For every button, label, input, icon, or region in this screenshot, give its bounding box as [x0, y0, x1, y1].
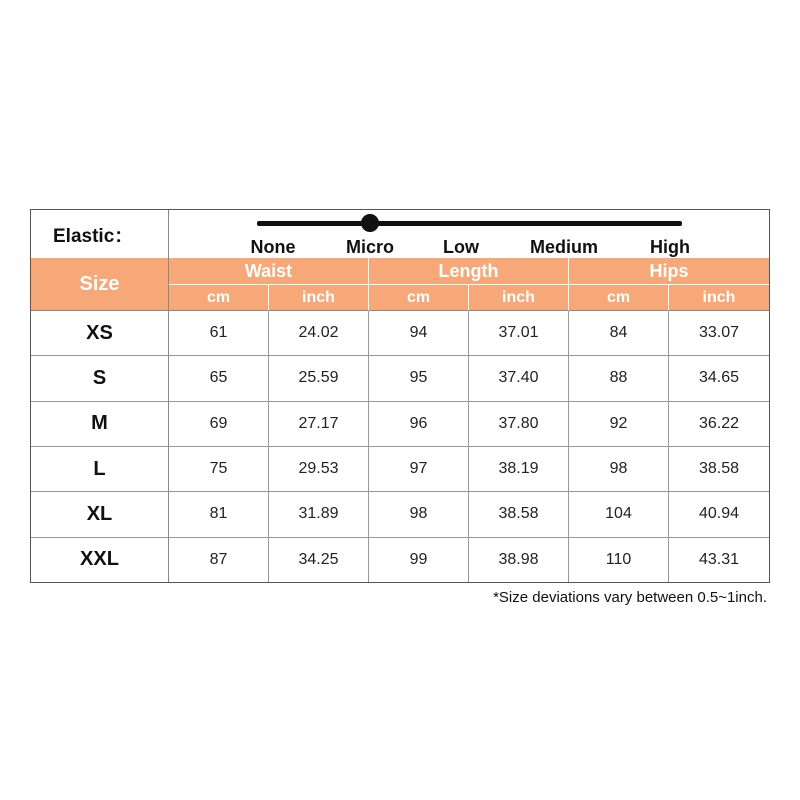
table-cell: 99: [369, 538, 469, 582]
table-cell: 43.31: [698, 550, 740, 568]
table-cell: 84: [569, 311, 669, 356]
size-label: S: [31, 356, 169, 401]
size-label: XXL: [31, 538, 169, 582]
table-cell: 98: [569, 447, 669, 492]
hips-cm-header: cm: [569, 285, 669, 311]
table-cell: 88: [569, 356, 669, 401]
length-inch-header: inch: [469, 285, 569, 311]
elastic-indicator-knob: [361, 214, 379, 232]
table-cell: 98: [369, 492, 469, 537]
length-header: Length: [369, 258, 569, 285]
table-cell: 33.07: [669, 311, 769, 356]
table-cell: 94: [369, 311, 469, 356]
table-cell: 37.40: [469, 356, 569, 401]
size-label: M: [31, 402, 169, 447]
table-cell: 40.94: [669, 492, 769, 537]
size-chart: [30, 209, 770, 583]
size-label: L: [31, 447, 169, 492]
elastic-level-none: None: [250, 237, 296, 257]
table-cell: 34.65: [669, 356, 769, 401]
table-cell: 37.80: [469, 402, 569, 447]
table-cell: 37.01: [469, 311, 569, 356]
table-cell: 29.53: [269, 447, 369, 492]
table-cell: 65: [169, 356, 269, 401]
size-label: XL: [31, 492, 169, 537]
waist-inch-header: inch: [269, 285, 369, 311]
elastic-scale-line: [257, 221, 682, 226]
length-cm-header: cm: [369, 285, 469, 311]
table-cell: 69: [169, 402, 269, 447]
table-cell: 95: [369, 356, 469, 401]
elastic-level-medium: Medium: [529, 237, 599, 257]
table-cell: 96: [369, 402, 469, 447]
table-cell: 38.98: [469, 538, 569, 582]
table-cell: 38.58: [469, 492, 569, 537]
table-cell: 75: [169, 447, 269, 492]
hips-inch-header: inch: [669, 285, 769, 311]
table-cell: 31.89: [269, 492, 369, 537]
elastic-level-high: High: [650, 237, 690, 257]
table-cell: 87: [169, 538, 269, 582]
table-cell: 27.17: [269, 402, 369, 447]
table-cell: 25.59: [269, 356, 369, 401]
hips-header: Hips: [569, 258, 769, 285]
table-cell: 36.22: [669, 402, 769, 447]
size-label: XS: [31, 311, 169, 356]
elastic-level-low: Low: [443, 237, 479, 257]
elastic-row: [31, 210, 769, 259]
table-cell: 34.25: [269, 538, 369, 582]
table-cell: 92: [569, 402, 669, 447]
table-cell: 104: [569, 492, 669, 537]
table-cell: 97: [369, 447, 469, 492]
elastic-level-micro: Micro: [345, 237, 395, 257]
table-cell: 24.02: [269, 311, 369, 356]
size-header: Size: [31, 258, 169, 311]
table-cell: 81: [169, 492, 269, 537]
table-cell: 110: [569, 538, 669, 582]
table-cell: 38.19: [469, 447, 569, 492]
waist-header: Waist: [169, 258, 369, 285]
elastic-label: Elastic：: [31, 210, 169, 258]
table-cell: 38.58: [669, 447, 769, 492]
footnote: *Size deviations vary between 0.5~1inch.: [493, 589, 767, 606]
waist-cm-header: cm: [169, 285, 269, 311]
table-cell: 61: [169, 311, 269, 356]
